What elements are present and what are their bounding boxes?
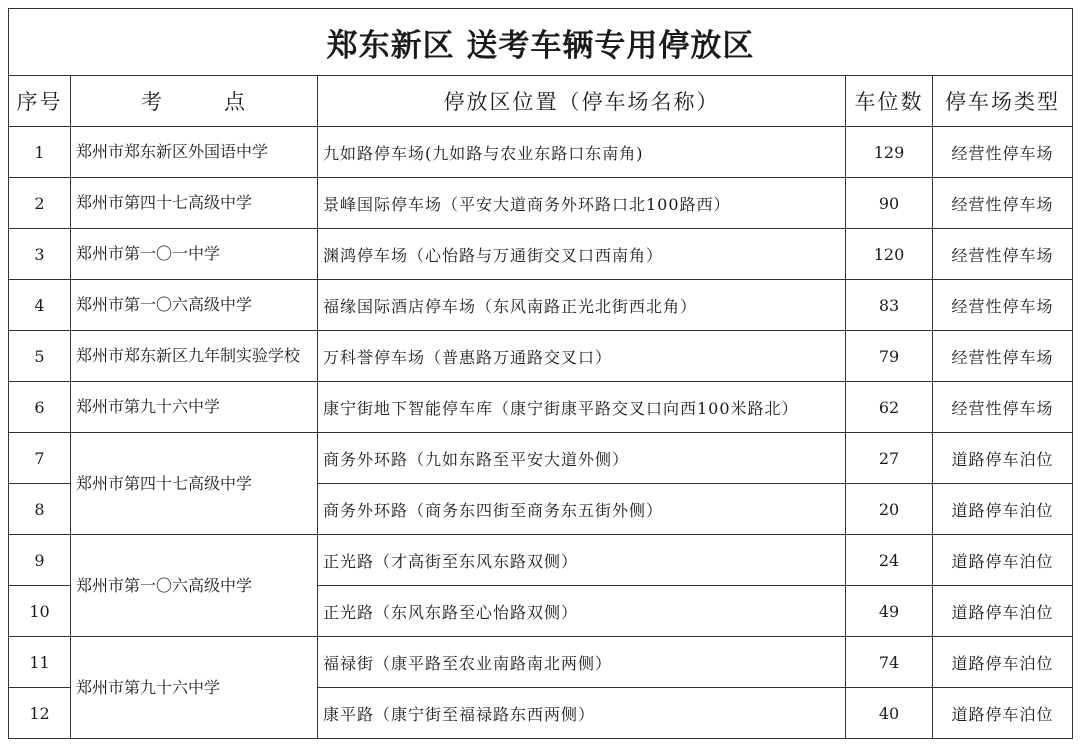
- table-row: [9, 331, 1073, 382]
- spots-cell: 20: [846, 484, 933, 535]
- row-number: 6: [9, 382, 71, 433]
- type-cell: 经营性停车场: [933, 382, 1073, 433]
- spots-cell: 83: [846, 280, 933, 331]
- table-row: [9, 637, 1073, 688]
- spots-cell: 90: [846, 178, 933, 229]
- table-row: [9, 280, 1073, 331]
- row-number: 5: [9, 331, 71, 382]
- header-row: [9, 76, 1073, 127]
- school-cell: 郑州市郑东新区外国语中学: [71, 127, 318, 178]
- location-cell: 康平路（康宁街至福禄路东西两侧）: [318, 688, 846, 739]
- table-row: [9, 535, 1073, 586]
- header-no: 序号: [9, 76, 71, 127]
- table-row: [9, 127, 1073, 178]
- spots-cell: 74: [846, 637, 933, 688]
- type-cell: 经营性停车场: [933, 178, 1073, 229]
- header-type: 停车场类型: [933, 76, 1073, 127]
- row-number: 3: [9, 229, 71, 280]
- table-row: [9, 178, 1073, 229]
- type-cell: 经营性停车场: [933, 127, 1073, 178]
- location-cell: 九如路停车场(九如路与农业东路口东南角): [318, 127, 846, 178]
- location-cell: 商务外环路（九如东路至平安大道外侧）: [318, 433, 846, 484]
- title-row: [9, 9, 1073, 76]
- school-cell: 郑州市第一〇一中学: [71, 229, 318, 280]
- table-row: [9, 382, 1073, 433]
- school-cell: 郑州市第九十六中学: [71, 382, 318, 433]
- header-spots: 车位数: [846, 76, 933, 127]
- type-cell: 道路停车泊位: [933, 433, 1073, 484]
- location-cell: 正光路（才高街至东风东路双侧）: [318, 535, 846, 586]
- row-number: 7: [9, 433, 71, 484]
- school-cell: 郑州市郑东新区九年制实验学校: [71, 331, 318, 382]
- row-number: 9: [9, 535, 71, 586]
- type-cell: 经营性停车场: [933, 331, 1073, 382]
- spots-cell: 49: [846, 586, 933, 637]
- row-number: 8: [9, 484, 71, 535]
- page-title: 郑东新区 送考车辆专用停放区: [9, 9, 1073, 76]
- header-location: 停放区位置（停车场名称）: [318, 76, 846, 127]
- location-cell: 福缘国际酒店停车场（东风南路正光北街西北角）: [318, 280, 846, 331]
- spots-cell: 120: [846, 229, 933, 280]
- type-cell: 道路停车泊位: [933, 688, 1073, 739]
- school-cell: 郑州市第一〇六高级中学: [71, 535, 318, 637]
- spots-cell: 79: [846, 331, 933, 382]
- location-cell: 万科誉停车场（普惠路万通路交叉口）: [318, 331, 846, 382]
- header-school-char-b: 点: [224, 90, 247, 114]
- table-row: [9, 433, 1073, 484]
- spots-cell: 27: [846, 433, 933, 484]
- type-cell: 道路停车泊位: [933, 586, 1073, 637]
- row-number: 12: [9, 688, 71, 739]
- school-cell: 郑州市第九十六中学: [71, 637, 318, 739]
- location-cell: 福禄街（康平路至农业南路南北两侧）: [318, 637, 846, 688]
- location-cell: 商务外环路（商务东四街至商务东五街外侧）: [318, 484, 846, 535]
- type-cell: 道路停车泊位: [933, 637, 1073, 688]
- school-cell: 郑州市第四十七高级中学: [71, 433, 318, 535]
- row-number: 2: [9, 178, 71, 229]
- row-number: 4: [9, 280, 71, 331]
- type-cell: 经营性停车场: [933, 229, 1073, 280]
- row-number: 11: [9, 637, 71, 688]
- row-number: 10: [9, 586, 71, 637]
- location-cell: 渊鸿停车场（心怡路与万通街交叉口西南角）: [318, 229, 846, 280]
- header-school: [71, 76, 318, 127]
- parking-table-document: [8, 8, 1072, 742]
- type-cell: 道路停车泊位: [933, 484, 1073, 535]
- spots-cell: 62: [846, 382, 933, 433]
- school-cell: 郑州市第一〇六高级中学: [71, 280, 318, 331]
- spots-cell: 40: [846, 688, 933, 739]
- header-school-char-a: 考: [141, 90, 164, 114]
- table-row: [9, 229, 1073, 280]
- school-cell: 郑州市第四十七高级中学: [71, 178, 318, 229]
- type-cell: 道路停车泊位: [933, 535, 1073, 586]
- location-cell: 景峰国际停车场（平安大道商务外环路口北100路西）: [318, 178, 846, 229]
- location-cell: 正光路（东风东路至心怡路双侧）: [318, 586, 846, 637]
- spots-cell: 24: [846, 535, 933, 586]
- parking-table: [8, 8, 1073, 739]
- row-number: 1: [9, 127, 71, 178]
- spots-cell: 129: [846, 127, 933, 178]
- type-cell: 经营性停车场: [933, 280, 1073, 331]
- location-cell: 康宁街地下智能停车库（康宁街康平路交叉口向西100米路北）: [318, 382, 846, 433]
